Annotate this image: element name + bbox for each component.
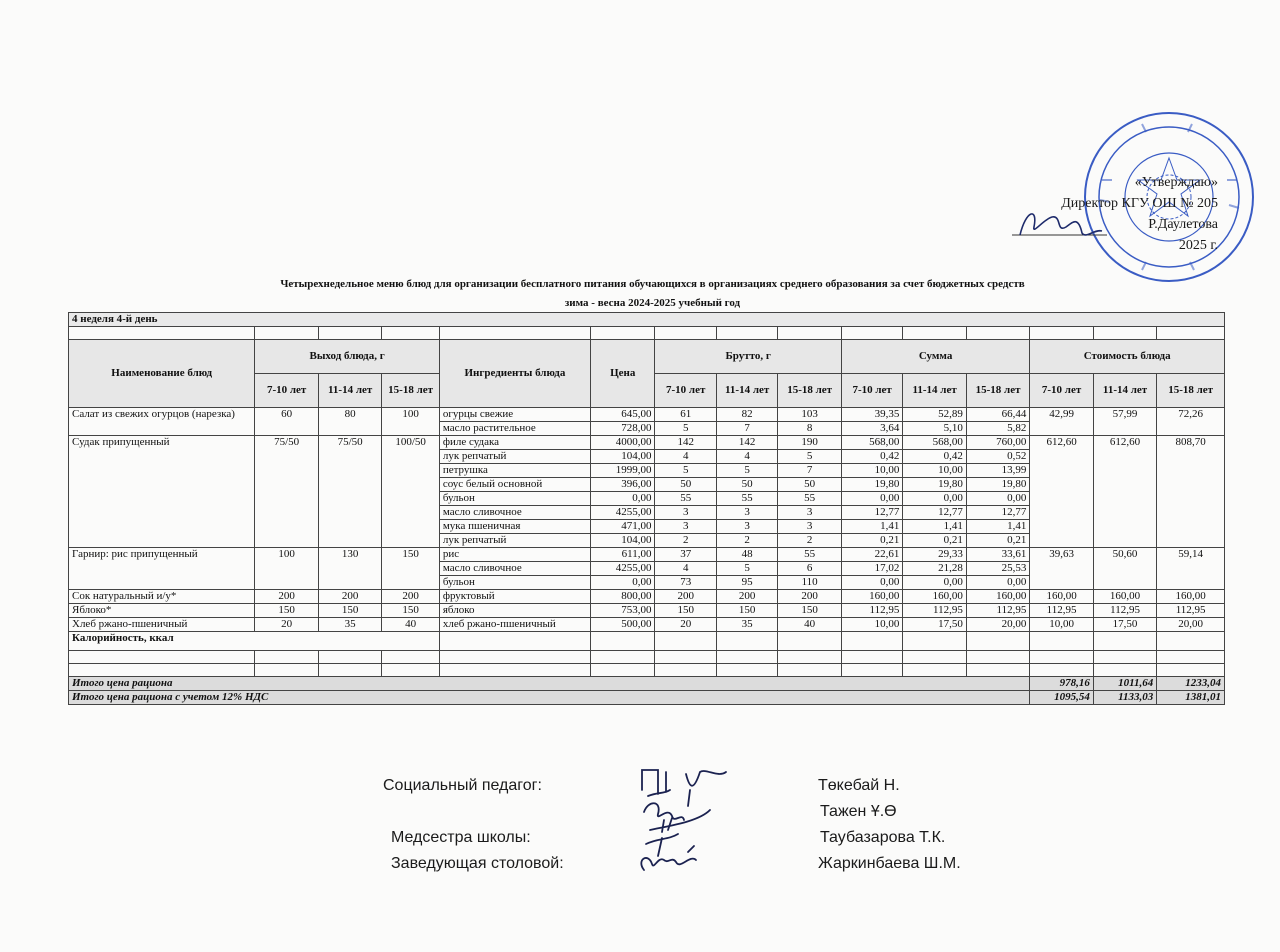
dish-cost: 59,14	[1157, 548, 1225, 590]
ingredient-brutto: 190	[778, 436, 841, 450]
ingredient-name: масло сливочное	[439, 506, 590, 520]
approval-line-1: «Утверждаю»	[1134, 175, 1218, 190]
total-vat-label: Итого цена рациона с учетом 12% НДС	[69, 691, 1030, 705]
ingredient-sum: 20,00	[966, 618, 1029, 632]
yield-age-2: 11-14 лет	[318, 374, 381, 408]
table-row	[69, 548, 1225, 562]
dish-yield: 100	[382, 408, 439, 436]
dish-yield: 200	[382, 590, 439, 604]
ingredient-sum: 33,61	[966, 548, 1029, 562]
ingredient-sum: 66,44	[966, 408, 1029, 422]
col-brutto-header: Брутто, г	[655, 340, 841, 374]
ingredient-name: лук репчатый	[439, 534, 590, 548]
ingredient-sum: 52,89	[903, 408, 966, 422]
ingredient-brutto: 5	[716, 464, 777, 478]
total-value-2: 1011,64	[1093, 677, 1156, 691]
ingredient-brutto: 103	[778, 408, 841, 422]
ingredient-sum: 112,95	[903, 604, 966, 618]
ingredient-price: 645,00	[590, 408, 654, 422]
yield-age-3: 15-18 лет	[382, 374, 439, 408]
total-value-3: 1233,04	[1157, 677, 1225, 691]
ingredient-name: филе судака	[439, 436, 590, 450]
dish-cost: 112,95	[1030, 604, 1093, 618]
approval-line-3: Р.Даулетова	[1148, 217, 1218, 232]
ingredient-price: 500,00	[590, 618, 654, 632]
dish-cost: 808,70	[1157, 436, 1225, 548]
dish-yield: 130	[318, 548, 381, 590]
dish-yield: 60	[255, 408, 318, 436]
ingredient-price: 4255,00	[590, 506, 654, 520]
ingredient-brutto: 200	[778, 590, 841, 604]
ingredient-brutto: 5	[655, 422, 716, 436]
dish-yield: 75/50	[255, 436, 318, 548]
dish-cost: 160,00	[1030, 590, 1093, 604]
dish-cost: 57,99	[1093, 408, 1156, 436]
name-school-nurse: Таубазарова Т.К.	[820, 829, 946, 846]
table-row	[69, 408, 1225, 422]
ingredient-brutto: 61	[655, 408, 716, 422]
ingredient-brutto: 50	[716, 478, 777, 492]
ingredient-sum: 0,00	[841, 576, 902, 590]
ingredient-sum: 0,00	[841, 492, 902, 506]
table-row	[69, 618, 1225, 632]
ingredient-sum: 0,42	[903, 450, 966, 464]
ingredient-brutto: 5	[655, 464, 716, 478]
ingredient-brutto: 55	[778, 492, 841, 506]
ingredient-brutto: 6	[778, 562, 841, 576]
dish-cost: 160,00	[1157, 590, 1225, 604]
ingredient-price: 0,00	[590, 492, 654, 506]
spacer-row	[69, 327, 1225, 340]
ingredient-name: хлеб ржано-пшеничный	[439, 618, 590, 632]
total-vat-value-3: 1381,01	[1157, 691, 1225, 705]
ingredient-sum: 25,53	[966, 562, 1029, 576]
week-day-row	[69, 313, 1225, 327]
ingredient-brutto: 8	[778, 422, 841, 436]
ingredient-brutto: 5	[716, 562, 777, 576]
ingredient-sum: 0,00	[966, 576, 1029, 590]
week-day-label: 4 неделя 4-й день	[69, 313, 1225, 327]
dish-name: Судак припущенный	[69, 436, 255, 548]
ingredient-brutto: 50	[655, 478, 716, 492]
role-canteen-head: Заведующая столовой:	[391, 855, 564, 872]
cost-age-1: 7-10 лет	[1030, 374, 1093, 408]
sum-age-3: 15-18 лет	[966, 374, 1029, 408]
total-vat-row	[69, 691, 1225, 705]
ingredient-brutto: 3	[655, 506, 716, 520]
dish-cost: 112,95	[1157, 604, 1225, 618]
cost-age-2: 11-14 лет	[1093, 374, 1156, 408]
ingredient-brutto: 3	[716, 506, 777, 520]
col-ingredients-header: Ингредиенты блюда	[439, 340, 590, 408]
ingredient-sum: 160,00	[841, 590, 902, 604]
menu-title: Четырехнедельное меню блюд для организации бесплатного питания обучающихся в организациях среднего образования за счет бюджетных средств	[280, 278, 1025, 290]
ingredient-name: масло сливочное	[439, 562, 590, 576]
ingredient-name: соус белый основной	[439, 478, 590, 492]
ingredient-sum: 19,80	[841, 478, 902, 492]
cost-age-3: 15-18 лет	[1157, 374, 1225, 408]
dish-yield: 75/50	[318, 436, 381, 548]
ingredient-price: 1999,00	[590, 464, 654, 478]
ingredient-sum: 10,00	[903, 464, 966, 478]
sum-age-1: 7-10 лет	[841, 374, 902, 408]
table-row	[69, 604, 1225, 618]
dish-yield: 40	[382, 618, 439, 632]
name-social-pedagogue-2: Тажен Ұ.Ө	[820, 803, 897, 820]
ingredient-brutto: 4	[716, 450, 777, 464]
ingredient-sum: 3,64	[841, 422, 902, 436]
col-sum-header: Сумма	[841, 340, 1029, 374]
ingredient-sum: 160,00	[903, 590, 966, 604]
ingredient-name: мука пшеничная	[439, 520, 590, 534]
calories-label: Калорийность, ккал	[69, 632, 440, 651]
ingredient-sum: 12,77	[841, 506, 902, 520]
dish-yield: 200	[255, 590, 318, 604]
ingredient-sum: 22,61	[841, 548, 902, 562]
dish-cost: 39,63	[1030, 548, 1093, 590]
ingredient-brutto: 35	[716, 618, 777, 632]
ingredient-sum: 0,21	[841, 534, 902, 548]
ingredient-brutto: 4	[655, 450, 716, 464]
ingredient-brutto: 82	[716, 408, 777, 422]
ingredient-name: петрушка	[439, 464, 590, 478]
dish-cost: 50,60	[1093, 548, 1156, 590]
ingredient-sum: 1,41	[841, 520, 902, 534]
dish-yield: 20	[255, 618, 318, 632]
yield-age-1: 7-10 лет	[255, 374, 318, 408]
menu-table	[68, 312, 1225, 705]
ingredient-sum: 21,28	[903, 562, 966, 576]
role-school-nurse: Медсестра школы:	[391, 829, 531, 846]
ingredient-brutto: 150	[655, 604, 716, 618]
ingredient-sum: 1,41	[903, 520, 966, 534]
ingredient-brutto: 40	[778, 618, 841, 632]
ingredient-sum: 112,95	[966, 604, 1029, 618]
ingredient-sum: 0,00	[903, 492, 966, 506]
ingredient-brutto: 55	[778, 548, 841, 562]
ingredient-sum: 12,77	[903, 506, 966, 520]
ingredient-sum: 17,50	[903, 618, 966, 632]
ingredient-sum: 112,95	[841, 604, 902, 618]
dish-name: Салат из свежих огурцов (нарезка)	[69, 408, 255, 436]
ingredient-price: 396,00	[590, 478, 654, 492]
dish-name: Хлеб ржано-пшеничный	[69, 618, 255, 632]
ingredient-sum: 0,42	[841, 450, 902, 464]
ingredient-price: 4255,00	[590, 562, 654, 576]
ingredient-brutto: 3	[655, 520, 716, 534]
ingredient-sum: 19,80	[966, 478, 1029, 492]
col-yield-header: Выход блюда, г	[255, 340, 439, 374]
dish-cost: 160,00	[1093, 590, 1156, 604]
ingredient-brutto: 150	[716, 604, 777, 618]
ingredient-brutto: 73	[655, 576, 716, 590]
ingredient-sum: 0,21	[966, 534, 1029, 548]
ingredient-brutto: 50	[778, 478, 841, 492]
ingredient-name: бульон	[439, 492, 590, 506]
ingredient-brutto: 3	[778, 506, 841, 520]
ingredient-sum: 0,00	[903, 576, 966, 590]
dish-yield: 150	[382, 548, 439, 590]
ingredient-brutto: 5	[778, 450, 841, 464]
approval-line-4: 2025 г.	[1178, 238, 1218, 253]
calories-row	[69, 632, 1225, 651]
dish-name: Яблоко*	[69, 604, 255, 618]
ingredient-sum: 10,00	[841, 618, 902, 632]
approval-line-2: Директор КГУ ОШ № 205	[1061, 196, 1218, 211]
ingredient-price: 104,00	[590, 450, 654, 464]
ingredient-brutto: 110	[778, 576, 841, 590]
dish-yield: 150	[318, 604, 381, 618]
dish-cost: 10,00	[1030, 618, 1093, 632]
dish-yield: 100/50	[382, 436, 439, 548]
ingredient-price: 728,00	[590, 422, 654, 436]
ingredient-sum: 568,00	[903, 436, 966, 450]
name-canteen-head: Жаркинбаева Ш.М.	[818, 855, 961, 872]
ingredient-brutto: 7	[716, 422, 777, 436]
dish-yield: 200	[318, 590, 381, 604]
dish-cost: 612,60	[1030, 436, 1093, 548]
dish-cost: 20,00	[1157, 618, 1225, 632]
col-cost-header: Стоимость блюда	[1030, 340, 1225, 374]
total-vat-value-1: 1095,54	[1030, 691, 1093, 705]
dish-yield: 100	[255, 548, 318, 590]
ingredient-brutto: 150	[778, 604, 841, 618]
name-social-pedagogue-1: Төкебай Н.	[818, 777, 900, 794]
total-vat-value-2: 1133,03	[1093, 691, 1156, 705]
ingredient-name: яблоко	[439, 604, 590, 618]
ingredient-brutto: 55	[655, 492, 716, 506]
total-row	[69, 677, 1225, 691]
ingredient-price: 471,00	[590, 520, 654, 534]
dish-yield: 150	[255, 604, 318, 618]
ingredient-name: фруктовый	[439, 590, 590, 604]
col-price-header: Цена	[590, 340, 654, 408]
ingredient-sum: 12,77	[966, 506, 1029, 520]
ingredient-brutto: 48	[716, 548, 777, 562]
table-row	[69, 590, 1225, 604]
table-row	[69, 436, 1225, 450]
ingredient-sum: 10,00	[841, 464, 902, 478]
ingredient-price: 0,00	[590, 576, 654, 590]
dish-name: Гарнир: рис припущенный	[69, 548, 255, 590]
ingredient-brutto: 4	[655, 562, 716, 576]
ingredient-price: 4000,00	[590, 436, 654, 450]
ingredient-sum: 160,00	[966, 590, 1029, 604]
ingredient-sum: 1,41	[966, 520, 1029, 534]
ingredient-brutto: 7	[778, 464, 841, 478]
ingredient-brutto: 2	[778, 534, 841, 548]
ingredient-sum: 760,00	[966, 436, 1029, 450]
ingredient-brutto: 3	[778, 520, 841, 534]
director-signature	[1012, 205, 1107, 243]
ingredient-price: 104,00	[590, 534, 654, 548]
dish-cost: 72,26	[1157, 408, 1225, 436]
brutto-age-1: 7-10 лет	[655, 374, 716, 408]
menu-subtitle: зима - весна 2024-2025 учебный год	[564, 297, 741, 309]
ingredient-brutto: 200	[716, 590, 777, 604]
dish-yield: 150	[382, 604, 439, 618]
ingredient-name: лук репчатый	[439, 450, 590, 464]
total-label: Итого цена рациона	[69, 677, 1030, 691]
ingredient-sum: 0,52	[966, 450, 1029, 464]
ingredient-sum: 29,33	[903, 548, 966, 562]
ingredient-name: масло растительное	[439, 422, 590, 436]
ingredient-sum: 19,80	[903, 478, 966, 492]
dish-cost: 612,60	[1093, 436, 1156, 548]
ingredient-brutto: 3	[716, 520, 777, 534]
total-value-1: 978,16	[1030, 677, 1093, 691]
dish-cost: 17,50	[1093, 618, 1156, 632]
ingredient-sum: 568,00	[841, 436, 902, 450]
ingredient-sum: 17,02	[841, 562, 902, 576]
ingredient-brutto: 37	[655, 548, 716, 562]
dish-yield: 35	[318, 618, 381, 632]
handwritten-signatures	[628, 760, 748, 880]
ingredient-brutto: 55	[716, 492, 777, 506]
col-dish-header: Наименование блюд	[69, 340, 255, 408]
ingredient-brutto: 142	[655, 436, 716, 450]
ingredient-brutto: 200	[655, 590, 716, 604]
ingredient-price: 753,00	[590, 604, 654, 618]
ingredient-name: бульон	[439, 576, 590, 590]
ingredient-sum: 5,82	[966, 422, 1029, 436]
ingredient-brutto: 20	[655, 618, 716, 632]
ingredient-price: 800,00	[590, 590, 654, 604]
ingredient-brutto: 142	[716, 436, 777, 450]
role-social-pedagogue: Социальный педагог:	[383, 777, 542, 794]
dish-yield: 80	[318, 408, 381, 436]
ingredient-brutto: 2	[716, 534, 777, 548]
spacer-row	[69, 664, 1225, 677]
ingredient-sum: 13,99	[966, 464, 1029, 478]
dish-cost: 42,99	[1030, 408, 1093, 436]
ingredient-brutto: 95	[716, 576, 777, 590]
ingredient-sum: 0,21	[903, 534, 966, 548]
brutto-age-2: 11-14 лет	[716, 374, 777, 408]
dish-cost: 112,95	[1093, 604, 1156, 618]
ingredient-sum: 39,35	[841, 408, 902, 422]
ingredient-brutto: 2	[655, 534, 716, 548]
sum-age-2: 11-14 лет	[903, 374, 966, 408]
ingredient-sum: 0,00	[966, 492, 1029, 506]
spacer-row	[69, 651, 1225, 664]
ingredient-sum: 5,10	[903, 422, 966, 436]
ingredient-name: огурцы свежие	[439, 408, 590, 422]
ingredient-price: 611,00	[590, 548, 654, 562]
ingredient-name: рис	[439, 548, 590, 562]
brutto-age-3: 15-18 лет	[778, 374, 841, 408]
dish-name: Сок натуральный и/у*	[69, 590, 255, 604]
header-row-1	[69, 340, 1225, 374]
